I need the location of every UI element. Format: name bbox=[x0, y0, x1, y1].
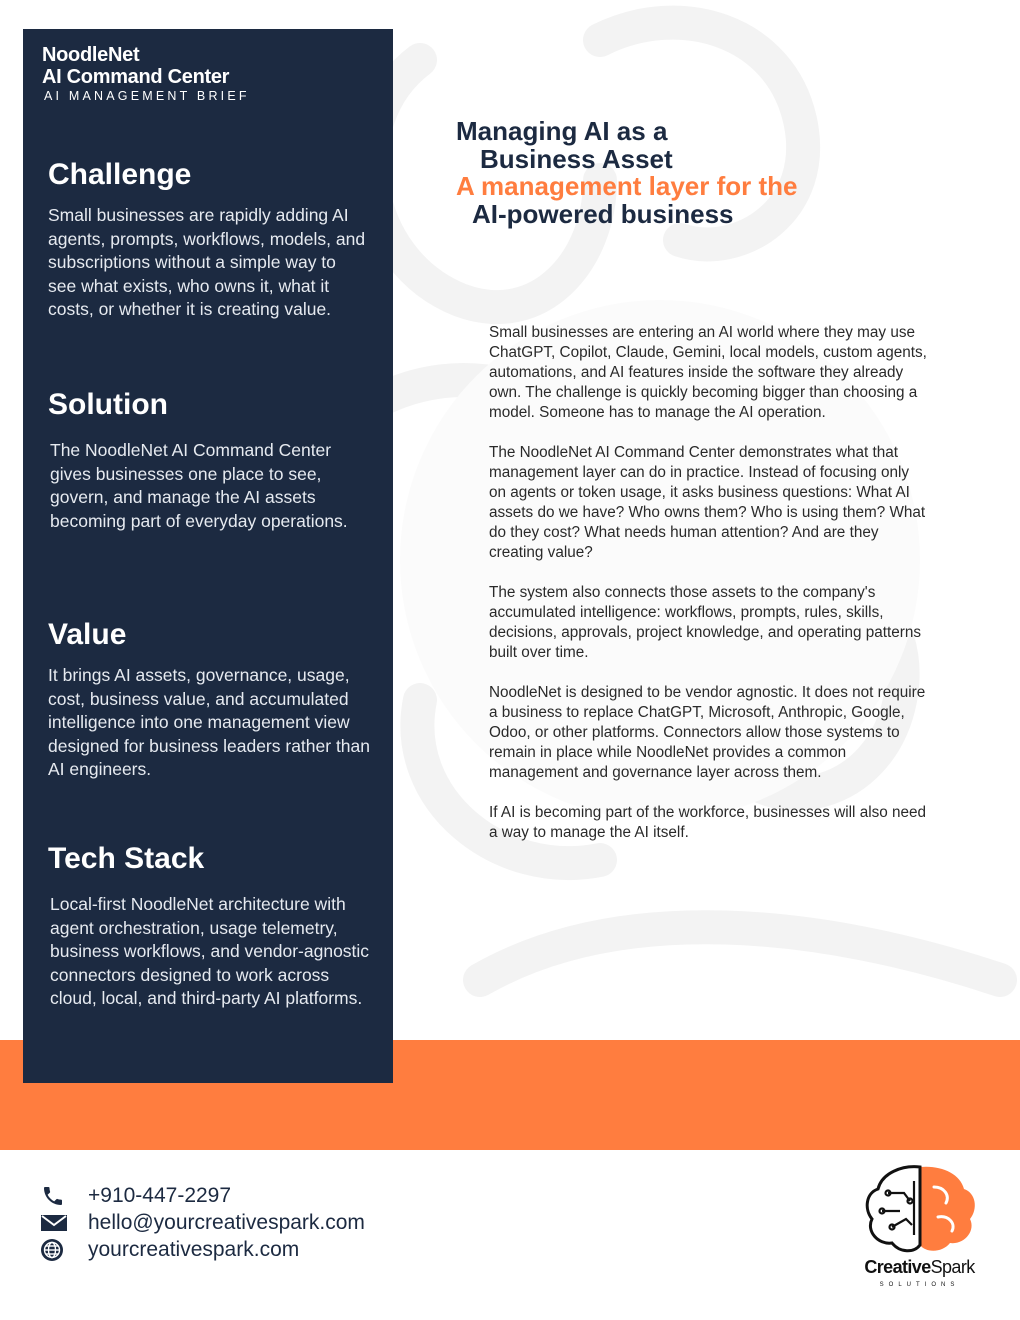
body-paragraph: If AI is becoming part of the workforce, businesses will also need a way to manage the AI itself. bbox=[489, 804, 927, 841]
solution-heading: Solution bbox=[48, 388, 168, 421]
main-headline bbox=[456, 118, 797, 228]
tech-stack-text: Local-first NoodleNet architecture with agent orchestration, usage telemetry, business workflows, and vendor-agnostic connectors designed to work across cloud, local, and third-party AI platforms. bbox=[50, 894, 370, 1008]
brand-title-line1: NoodleNet bbox=[42, 44, 140, 66]
headline-tagline: A management layer for the bbox=[456, 171, 798, 201]
mail-icon bbox=[40, 1211, 68, 1235]
logo-subtext: SOLUTIONS bbox=[879, 1282, 960, 1288]
contact-phone[interactable]: +910-447-2297 bbox=[88, 1183, 232, 1207]
body-paragraph: The system also connects those assets to the company's accumulated intelligence: workflows, prompts, rules, skills, decisions, approvals, project knowledge, and operating patterns built over time. bbox=[489, 584, 921, 661]
globe-icon bbox=[40, 1238, 68, 1262]
headline-line4: AI-powered business bbox=[472, 198, 734, 229]
contact-website-row bbox=[40, 1236, 365, 1263]
body-paragraph: Small businesses are entering an AI world where they may use ChatGPT, Copilot, Claude, Gemini, local models, custom agents, automations, and AI features inside the software they already own. The challenge is quickly becoming bigger than choosing a model. Someone has to manage the AI operation. bbox=[489, 324, 927, 421]
creative-spark-logo bbox=[852, 1163, 987, 1293]
logo-wordmark bbox=[852, 1257, 987, 1278]
brand-title bbox=[42, 44, 229, 88]
solution-text: The NoodleNet AI Command Center gives businesses one place to see, govern, and manage the AI assets becoming part of everyday operations. bbox=[50, 440, 348, 531]
contact-email[interactable]: hello@yourcreativespark.com bbox=[88, 1210, 365, 1234]
challenge-text: Small businesses are rapidly adding AI agents, prompts, workflows, models, and subscriptions without a simple way to see what exists, who owns it, what it costs, or whether it is creating value. bbox=[48, 205, 366, 319]
challenge-heading: Challenge bbox=[48, 158, 192, 191]
tech-stack-heading: Tech Stack bbox=[48, 842, 205, 875]
contact-email-row bbox=[40, 1209, 365, 1236]
brand-title-line2: AI Command Center bbox=[42, 66, 230, 88]
brain-logo-icon bbox=[852, 1163, 987, 1255]
contact-block bbox=[40, 1182, 365, 1263]
value-heading: Value bbox=[48, 618, 127, 651]
body-paragraph: NoodleNet is designed to be vendor agnostic. It does not require a business to replace ChatGPT, Microsoft, Anthropic, Google, Odoo, or other platforms. Connectors allow those systems to remain in place while NoodleNet provides a common management and governance layer across them. bbox=[489, 684, 926, 781]
contact-phone-row bbox=[40, 1182, 365, 1209]
body-paragraph: The NoodleNet AI Command Center demonstrates what that management layer can do in practice. Instead of focusing only on agents or token usage, it asks business questions: What AI assets do we have? Who owns them? Who is using them? What do they cost? What needs human attention? And are they creating value? bbox=[489, 444, 926, 561]
headline-line2: Business Asset bbox=[480, 143, 673, 174]
contact-website[interactable]: yourcreativespark.com bbox=[88, 1237, 300, 1261]
logo-word-bold: Creative bbox=[864, 1257, 931, 1277]
phone-icon bbox=[40, 1184, 68, 1208]
sidebar-panel bbox=[23, 29, 393, 1083]
brand-subtitle: AI MANAGEMENT BRIEF bbox=[44, 89, 250, 103]
headline-line1: Managing AI as a bbox=[456, 116, 668, 146]
value-text: It brings AI assets, governance, usage, cost, business value, and accumulated intelligence into one management view designed for business leaders rather than AI engineers. bbox=[48, 665, 371, 779]
logo-word-regular: Spark bbox=[930, 1257, 975, 1277]
body-column bbox=[489, 323, 929, 863]
